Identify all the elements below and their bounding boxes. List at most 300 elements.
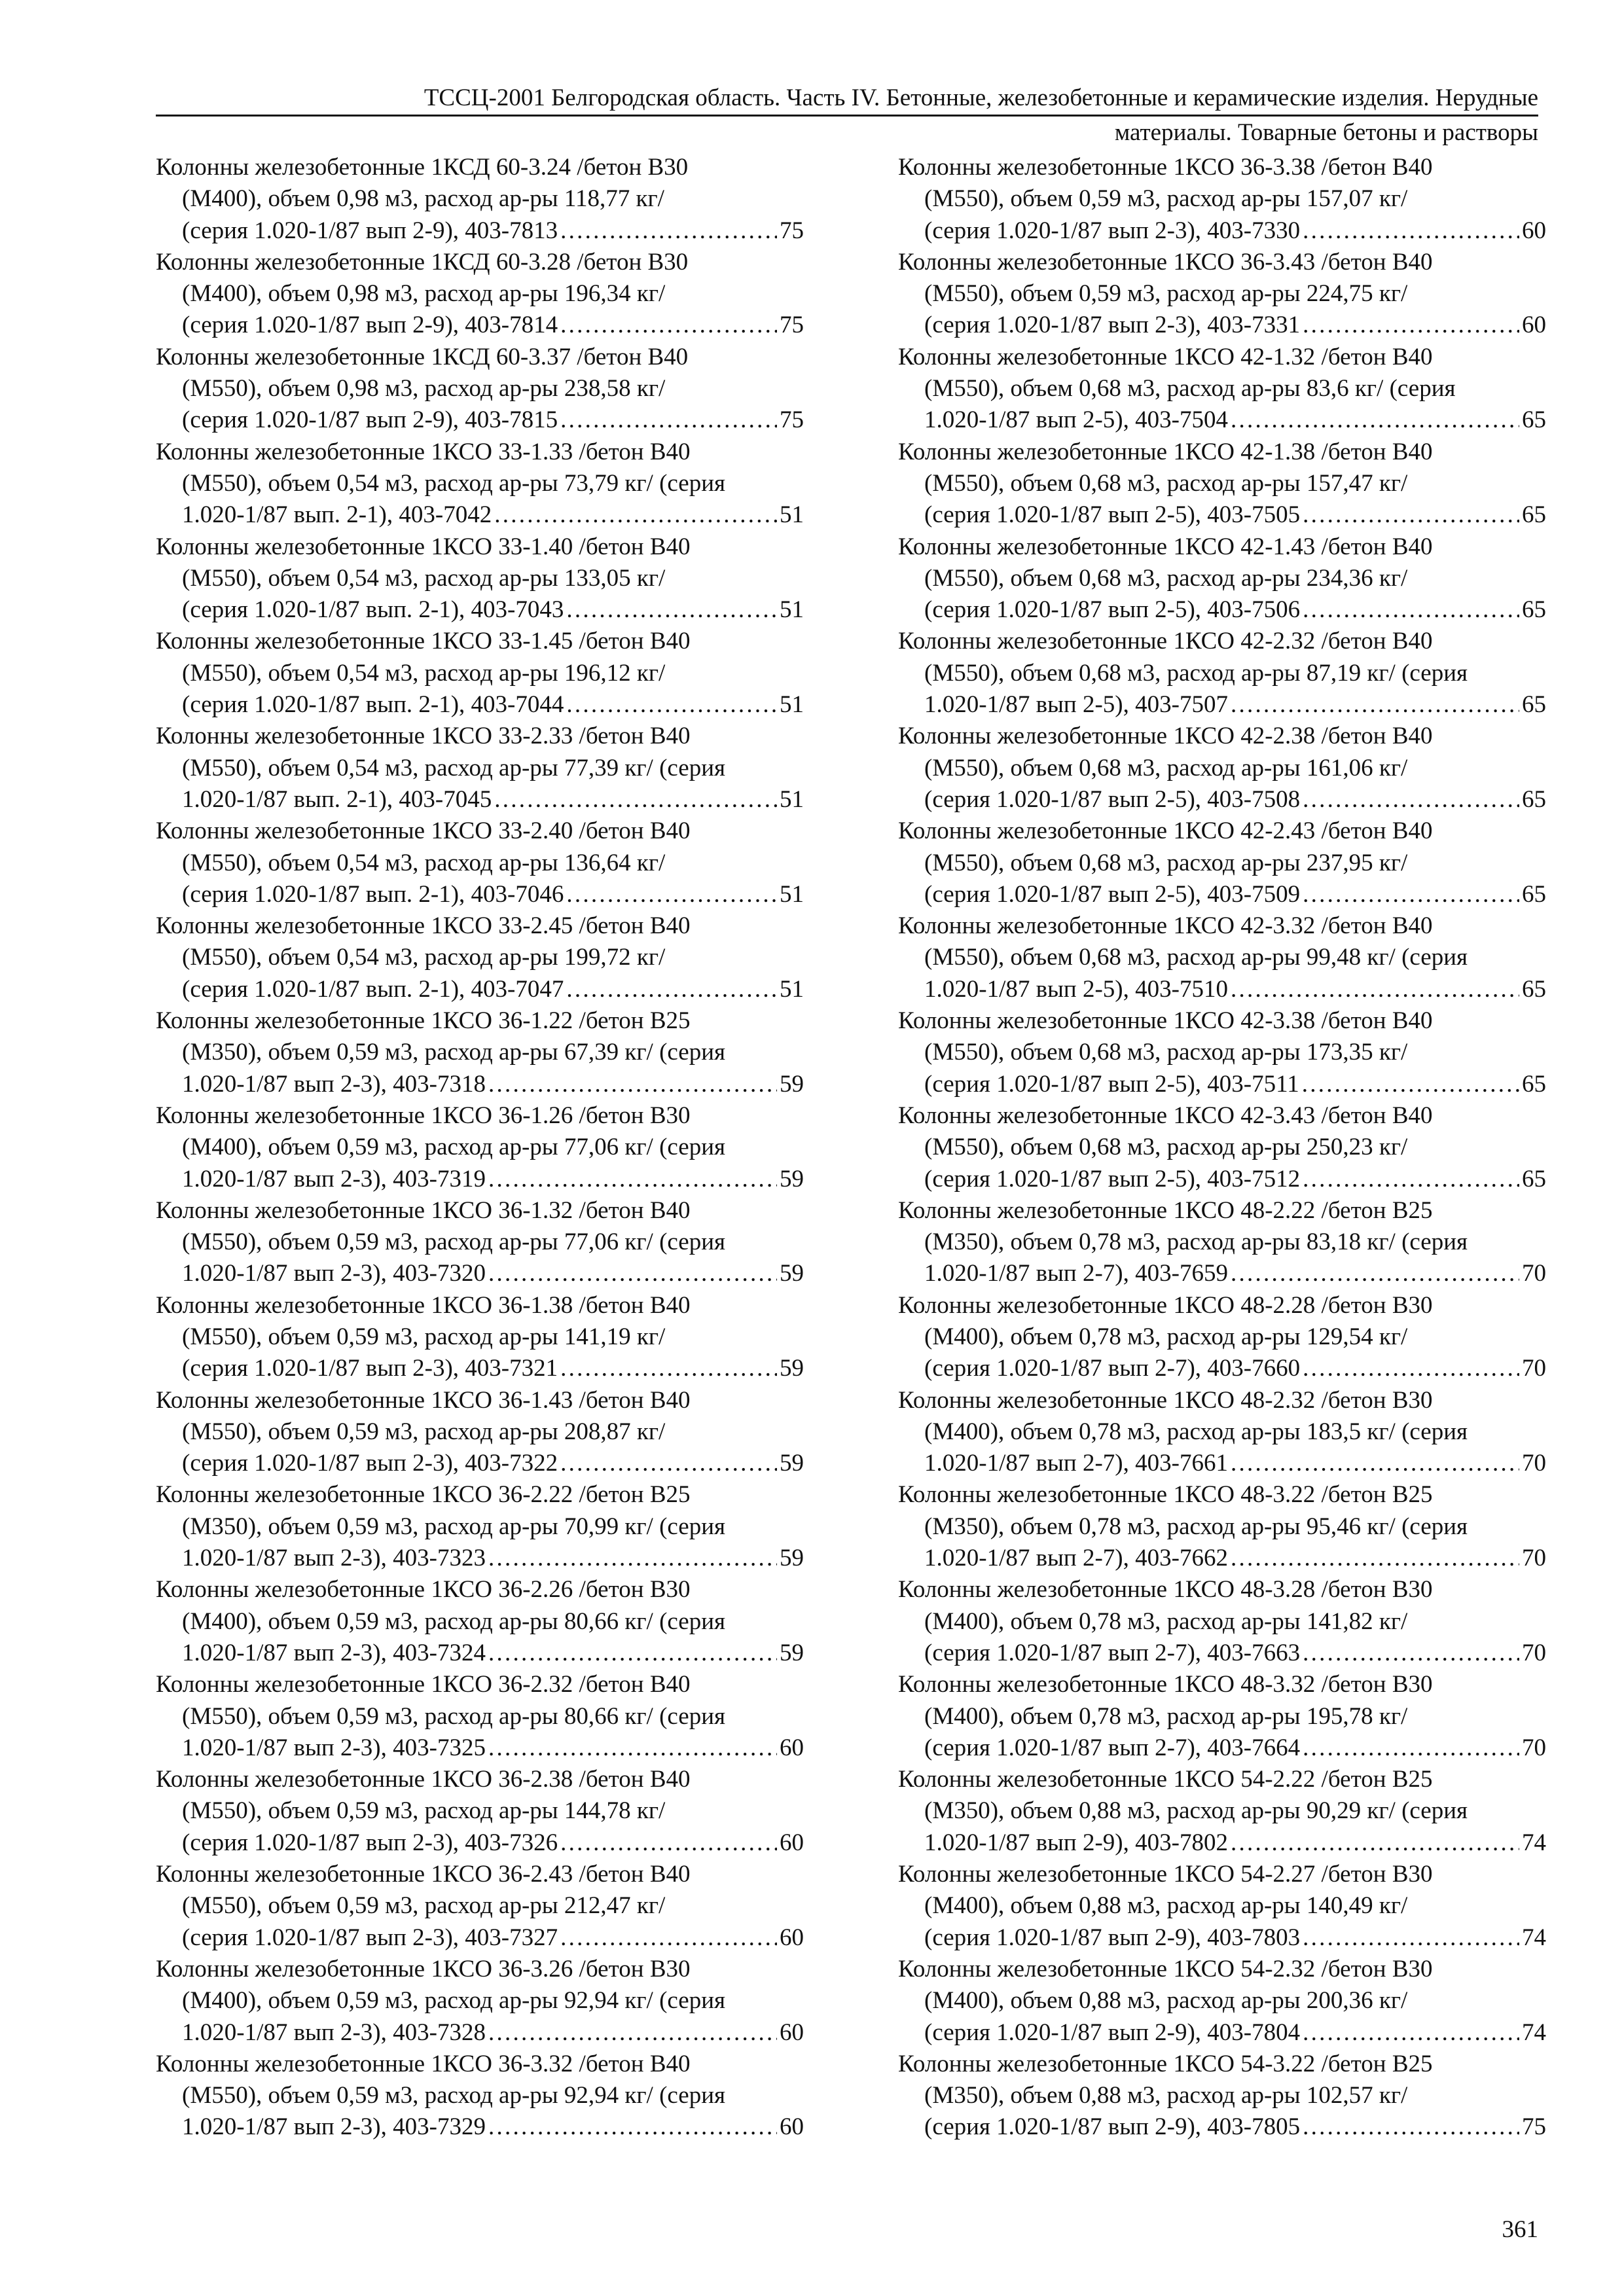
dot-leader <box>566 594 777 626</box>
index-entry-text: 1.020-1/87 вып 2-3), 403-7319 <box>182 1165 486 1193</box>
index-entry-text: Колонны железобетонные 1КСО 42-3.32 /бетон В40 <box>898 912 1433 940</box>
dot-leader <box>1303 2111 1519 2143</box>
index-entry-text: (серия 1.020-1/87 вып 2-7), 403-7660 <box>924 1355 1301 1382</box>
index-entry <box>898 152 1546 247</box>
index-entry-last-line <box>898 1258 1546 1289</box>
index-entry-text: (М550), объем 0,59 м3, расход ар-ры 144,78 кг/ <box>182 1797 666 1825</box>
index-entry-page: 65 <box>1522 406 1546 434</box>
index-entry <box>898 1574 1546 1669</box>
index-entry-text: (М550), объем 0,68 м3, расход ар-ры 87,19 кг/ (серия <box>924 659 1468 687</box>
index-entry-page: 65 <box>1522 1070 1546 1098</box>
index-entry-text: Колонны железобетонные 1КСО 33-2.33 /бетон В40 <box>156 723 691 750</box>
dot-leader <box>1303 1353 1519 1384</box>
index-entry <box>898 1669 1546 1764</box>
index-entry-text: (М400), объем 0,59 м3, расход ар-ры 77,06 кг/ (серия <box>182 1134 726 1161</box>
index-entry-text: (серия 1.020-1/87 вып 2-5), 403-7512 <box>924 1165 1301 1193</box>
index-entry-text: (серия 1.020-1/87 вып 2-5), 403-7511 <box>924 1070 1299 1098</box>
index-entry-page: 74 <box>1522 1924 1546 1951</box>
index-entry <box>898 1954 1546 2049</box>
index-entry-text: 1.020-1/87 вып 2-3), 403-7329 <box>182 2113 486 2141</box>
index-entry <box>156 2049 804 2144</box>
dot-leader <box>1303 2017 1519 2049</box>
index-entry-last-line <box>156 310 804 341</box>
index-entry-text: Колонны железобетонные 1КСО 42-2.32 /бетон В40 <box>898 628 1433 655</box>
index-entry-last-line <box>898 2111 1546 2143</box>
index-entry-text: Колонны железобетонные 1КСО 42-3.38 /бетон В40 <box>898 1007 1433 1035</box>
index-entry-last-line <box>156 1543 804 1574</box>
index-entry-text: Колонны железобетонные 1КСО 36-3.43 /бетон В40 <box>898 248 1433 276</box>
index-entry-last-line <box>898 784 1546 816</box>
index-entry-text: Колонны железобетонные 1КСО 54-2.22 /бетон В25 <box>898 1766 1433 1793</box>
index-entry-text: Колонны железобетонные 1КСО 48-2.28 /бетон В30 <box>898 1291 1433 1319</box>
index-entry-page: 70 <box>1522 1639 1546 1666</box>
index-entry-text: (М400), объем 0,78 м3, расход ар-ры 195,78 кг/ <box>924 1702 1408 1730</box>
index-entry-last-line <box>156 215 804 247</box>
index-entry-text: (М550), объем 0,68 м3, расход ар-ры 173,35 кг/ <box>924 1039 1408 1066</box>
index-entry-last-line <box>898 689 1546 721</box>
index-entry-text: (М550), объем 0,68 м3, расход ар-ры 83,6 кг/ (серия <box>924 375 1456 403</box>
index-entry-text: (М550), объем 0,68 м3, расход ар-ры 157,47 кг/ <box>924 469 1408 497</box>
index-entry-page: 59 <box>780 1355 804 1382</box>
index-column-left <box>156 152 804 2144</box>
index-entry-text: 1.020-1/87 вып 2-3), 403-7325 <box>182 1734 486 1761</box>
dot-leader <box>560 404 777 436</box>
dot-leader <box>1303 879 1519 910</box>
index-entry <box>156 1385 804 1480</box>
dot-leader <box>1303 1164 1519 1195</box>
index-entry <box>156 1764 804 1859</box>
index-entry-text: Колонны железобетонные 1КСО 48-2.22 /бетон В25 <box>898 1196 1433 1224</box>
index-entry-last-line <box>898 215 1546 247</box>
index-entry-page: 60 <box>780 1924 804 1951</box>
index-entry-text: (М400), объем 0,88 м3, расход ар-ры 200,36 кг/ <box>924 1987 1408 2015</box>
index-entry-page: 70 <box>1522 1545 1546 1572</box>
index-entry-last-line <box>156 1069 804 1100</box>
index-entry-text: (М550), объем 0,59 м3, расход ар-ры 208,87 кг/ <box>182 1418 666 1445</box>
index-entry-text: (серия 1.020-1/87 вып. 2-1), 403-7047 <box>182 975 564 1003</box>
dot-leader <box>494 784 777 816</box>
dot-leader <box>488 1638 777 1669</box>
index-entry <box>898 1005 1546 1100</box>
index-entry-text: Колонны железобетонные 1КСО 36-2.26 /бетон В30 <box>156 1576 691 1604</box>
index-entry-text: 1.020-1/87 вып 2-5), 403-7510 <box>924 975 1228 1003</box>
index-entry-text: Колонны железобетонные 1КСО 36-2.38 /бетон В40 <box>156 1766 691 1793</box>
index-entry-last-line <box>898 1638 1546 1669</box>
index-entry-text: Колонны железобетонные 1КСО 42-2.43 /бетон В40 <box>898 817 1433 845</box>
dot-leader <box>488 1069 777 1100</box>
index-entry-last-line <box>156 2111 804 2143</box>
index-entry <box>156 1859 804 1954</box>
index-entry-text: Колонны железобетонные 1КСО 48-3.28 /бетон В30 <box>898 1576 1433 1604</box>
index-entry-page: 70 <box>1522 1734 1546 1761</box>
index-entry-last-line <box>156 1732 804 1764</box>
index-entry-last-line <box>898 1353 1546 1384</box>
index-entry <box>156 816 804 910</box>
index-entry-text: (М550), объем 0,54 м3, расход ар-ры 196,12 кг/ <box>182 659 666 687</box>
index-entry-text: Колонны железобетонные 1КСО 36-1.43 /бетон В40 <box>156 1386 691 1414</box>
index-entry-last-line <box>898 879 1546 910</box>
index-entry-text: (М550), объем 0,54 м3, расход ар-ры 136,64 кг/ <box>182 849 666 876</box>
dot-leader <box>1303 1922 1519 1954</box>
index-entry-text: 1.020-1/87 вып 2-5), 403-7507 <box>924 691 1228 719</box>
index-entry-text: 1.020-1/87 вып 2-7), 403-7659 <box>924 1260 1228 1287</box>
index-entry-text: (М550), объем 0,59 м3, расход ар-ры 80,66 кг/ (серия <box>182 1702 726 1730</box>
dot-leader <box>488 1543 777 1574</box>
page-number: 361 <box>1502 2216 1538 2243</box>
dot-leader <box>1231 1448 1519 1479</box>
index-entry-page: 74 <box>1522 1829 1546 1856</box>
index-entry-last-line <box>898 1827 1546 1859</box>
index-entry-last-line <box>898 1069 1546 1100</box>
index-entry-text: (серия 1.020-1/87 вып 2-3), 403-7331 <box>924 312 1301 339</box>
index-entry-last-line <box>156 974 804 1005</box>
index-entry-last-line <box>156 594 804 626</box>
index-entry-text: (М400), объем 0,59 м3, расход ар-ры 92,94 кг/ (серия <box>182 1987 726 2015</box>
dot-leader <box>560 310 777 341</box>
index-entry-page: 74 <box>1522 2018 1546 2046</box>
index-entry-text: 1.020-1/87 вып 2-3), 403-7324 <box>182 1639 486 1666</box>
dot-leader <box>488 2111 777 2143</box>
index-entry-page: 59 <box>780 1545 804 1572</box>
running-header-line2: материалы. Товарные бетоны и растворы <box>1114 119 1538 146</box>
index-entry <box>156 1195 804 1290</box>
index-entry <box>156 626 804 721</box>
index-entry-last-line <box>898 404 1546 436</box>
index-entry <box>898 1195 1546 1290</box>
index-entry <box>898 816 1546 910</box>
index-entry-text: (серия 1.020-1/87 вып 2-5), 403-7508 <box>924 785 1301 813</box>
index-entry-page: 59 <box>780 1070 804 1098</box>
index-entry <box>898 247 1546 342</box>
index-entry-text: (М350), объем 0,59 м3, расход ар-ры 67,39 кг/ (серия <box>182 1039 726 1066</box>
index-entry-last-line <box>156 1827 804 1859</box>
index-entry <box>898 2049 1546 2144</box>
index-entry-last-line <box>156 499 804 531</box>
index-entry-text: 1.020-1/87 вып 2-7), 403-7662 <box>924 1545 1228 1572</box>
index-entry-last-line <box>898 499 1546 531</box>
index-entry <box>156 342 804 437</box>
index-entry-text: (М400), объем 0,78 м3, расход ар-ры 129,54 кг/ <box>924 1323 1408 1350</box>
index-entry-page: 51 <box>780 596 804 624</box>
index-entry-text: Колонны железобетонные 1КСО 36-1.32 /бетон В40 <box>156 1196 691 1224</box>
index-entry-text: (М350), объем 0,88 м3, расход ар-ры 102,57 кг/ <box>924 2082 1408 2109</box>
dot-leader <box>1303 499 1519 531</box>
index-entry-page: 65 <box>1522 691 1546 719</box>
index-entry-text: (М550), объем 0,54 м3, расход ар-ры 73,79 кг/ (серия <box>182 469 726 497</box>
dot-leader <box>1231 1543 1519 1574</box>
index-entry-text: Колонны железобетонные 1КСО 36-1.22 /бетон В25 <box>156 1007 691 1035</box>
index-entry-text: (серия 1.020-1/87 вып 2-3), 403-7322 <box>182 1450 558 1477</box>
dot-leader <box>488 1258 777 1289</box>
dot-leader <box>1303 1732 1519 1764</box>
index-entry <box>156 1479 804 1574</box>
index-entry-last-line <box>156 1922 804 1954</box>
index-entry-text: (серия 1.020-1/87 вып 2-7), 403-7664 <box>924 1734 1301 1761</box>
index-entry-page: 51 <box>780 501 804 529</box>
index-entry-page: 60 <box>1522 312 1546 339</box>
dot-leader <box>1303 310 1519 341</box>
index-entry-text: 1.020-1/87 вып 2-3), 403-7323 <box>182 1545 486 1572</box>
index-entry-text: (серия 1.020-1/87 вып 2-9), 403-7813 <box>182 217 558 244</box>
index-entry-page: 70 <box>1522 1260 1546 1287</box>
index-entry-page: 51 <box>780 975 804 1003</box>
index-entry-page: 65 <box>1522 1165 1546 1193</box>
index-entry <box>156 152 804 247</box>
dot-leader <box>560 1448 777 1479</box>
index-entry-text: Колонны железобетонные 1КСО 33-1.40 /бетон В40 <box>156 533 691 560</box>
dot-leader <box>1303 215 1519 247</box>
index-entry-text: (М550), объем 0,68 м3, расход ар-ры 161,06 кг/ <box>924 754 1408 781</box>
index-entry-page: 59 <box>780 1165 804 1193</box>
index-entry-text: Колонны железобетонные 1КСО 36-2.32 /бетон В40 <box>156 1671 691 1698</box>
index-entry-text: (М550), объем 0,59 м3, расход ар-ры 92,94 кг/ (серия <box>182 2082 726 2109</box>
index-entry-text: Колонны железобетонные 1КСО 33-1.33 /бетон В40 <box>156 438 691 465</box>
index-entry-page: 75 <box>780 312 804 339</box>
dot-leader <box>1302 1069 1519 1100</box>
index-entry-text: (серия 1.020-1/87 вып 2-9), 403-7804 <box>924 2018 1301 2046</box>
dot-leader <box>1231 689 1519 721</box>
index-entry-text: (М400), объем 0,59 м3, расход ар-ры 80,66 кг/ (серия <box>182 1607 726 1635</box>
index-entry-text: (серия 1.020-1/87 вып. 2-1), 403-7044 <box>182 691 564 719</box>
index-entry-page: 51 <box>780 880 804 908</box>
index-entry-last-line <box>898 2017 1546 2049</box>
index-entry <box>898 910 1546 1005</box>
dot-leader <box>1231 1258 1519 1289</box>
dot-leader <box>494 499 777 531</box>
index-entry <box>898 721 1546 816</box>
index-entry-text: Колонны железобетонные 1КСО 48-3.22 /бетон В25 <box>898 1481 1433 1509</box>
index-entry-page: 59 <box>780 1450 804 1477</box>
index-entry <box>898 1764 1546 1859</box>
index-entry-page: 75 <box>1522 2113 1546 2141</box>
index-entry <box>156 437 804 531</box>
index-entry-text: (серия 1.020-1/87 вып 2-9), 403-7805 <box>924 2113 1301 2141</box>
index-entry-text: (М550), объем 0,68 м3, расход ар-ры 250,23 кг/ <box>924 1134 1408 1161</box>
index-entry-text: (серия 1.020-1/87 вып. 2-1), 403-7043 <box>182 596 564 624</box>
index-entry-text: (М550), объем 0,59 м3, расход ар-ры 212,47 кг/ <box>182 1892 666 1920</box>
index-entry <box>898 437 1546 531</box>
index-entry-text: Колонны железобетонные 1КСД 60-3.37 /бетон В40 <box>156 343 689 370</box>
index-entry-text: Колонны железобетонные 1КСО 33-1.45 /бетон В40 <box>156 628 691 655</box>
index-entry-text: Колонны железобетонные 1КСО 54-2.27 /бетон В30 <box>898 1861 1433 1888</box>
index-entry <box>898 342 1546 437</box>
index-entry <box>156 247 804 342</box>
index-entry-text: Колонны железобетонные 1КСО 42-1.32 /бетон В40 <box>898 343 1433 370</box>
index-entry-page: 51 <box>780 691 804 719</box>
index-entry-last-line <box>156 1258 804 1289</box>
index-entry-page: 75 <box>780 406 804 434</box>
index-entry-text: 1.020-1/87 вып 2-3), 403-7328 <box>182 2018 486 2046</box>
index-entry-text: (М400), объем 0,78 м3, расход ар-ры 183,5 кг/ (серия <box>924 1418 1468 1445</box>
index-entry <box>156 1005 804 1100</box>
index-entry-last-line <box>898 1732 1546 1764</box>
index-entry-text: Колонны железобетонные 1КСО 36-1.26 /бетон В30 <box>156 1102 691 1129</box>
index-entry-text: (серия 1.020-1/87 вып 2-3), 403-7330 <box>924 217 1301 244</box>
index-entry-page: 75 <box>780 217 804 244</box>
index-entry-page: 65 <box>1522 501 1546 529</box>
dot-leader <box>566 689 777 721</box>
index-entry-text: (М350), объем 0,78 м3, расход ар-ры 95,46 кг/ (серия <box>924 1513 1468 1540</box>
index-entry-text: (М400), объем 0,98 м3, расход ар-ры 118,77 кг/ <box>182 185 664 213</box>
index-entry-text: (серия 1.020-1/87 вып 2-7), 403-7663 <box>924 1639 1301 1666</box>
index-entry <box>156 531 804 626</box>
dot-leader <box>1231 974 1519 1005</box>
index-entry-text: (серия 1.020-1/87 вып 2-3), 403-7327 <box>182 1924 558 1951</box>
index-entry <box>898 531 1546 626</box>
index-entry-text: (М400), объем 0,78 м3, расход ар-ры 141,82 кг/ <box>924 1607 1408 1635</box>
index-entry-last-line <box>156 1638 804 1669</box>
index-entry-text: Колонны железобетонные 1КСО 54-3.22 /бетон В25 <box>898 2050 1433 2077</box>
dot-leader <box>560 1922 777 1954</box>
index-entry-page: 60 <box>780 1734 804 1761</box>
index-entry-text: (М550), объем 0,68 м3, расход ар-ры 237,95 кг/ <box>924 849 1408 876</box>
index-entry-text: (серия 1.020-1/87 вып. 2-1), 403-7046 <box>182 880 564 908</box>
index-entry-text: (М550), объем 0,59 м3, расход ар-ры 141,19 кг/ <box>182 1323 666 1350</box>
index-entry-text: 1.020-1/87 вып. 2-1), 403-7042 <box>182 501 492 529</box>
index-entry-text: (М550), объем 0,54 м3, расход ар-ры 77,39 кг/ (серия <box>182 754 726 781</box>
index-entry <box>898 626 1546 721</box>
index-entry <box>898 1385 1546 1480</box>
index-entry-text: (М350), объем 0,78 м3, расход ар-ры 83,18 кг/ (серия <box>924 1229 1468 1256</box>
index-entry-text: (серия 1.020-1/87 вып 2-5), 403-7505 <box>924 501 1301 529</box>
index-entry-text: Колонны железобетонные 1КСО 48-2.32 /бетон В30 <box>898 1386 1433 1414</box>
index-entry-text: (М550), объем 0,54 м3, расход ар-ры 199,72 кг/ <box>182 944 666 971</box>
index-entry-last-line <box>156 689 804 721</box>
index-entry-last-line <box>898 974 1546 1005</box>
index-entry-page: 65 <box>1522 880 1546 908</box>
index-entry <box>156 1669 804 1764</box>
index-entry <box>156 1290 804 1385</box>
index-entry-text: Колонны железобетонные 1КСД 60-3.24 /бетон В30 <box>156 154 689 181</box>
dot-leader <box>1303 594 1519 626</box>
dot-leader <box>560 215 777 247</box>
index-entry-text: Колонны железобетонные 1КСО 54-2.32 /бетон В30 <box>898 1955 1433 1982</box>
index-entry-text: Колонны железобетонные 1КСО 48-3.32 /бетон В30 <box>898 1671 1433 1698</box>
index-entry-text: (М400), объем 0,88 м3, расход ар-ры 140,49 кг/ <box>924 1892 1408 1920</box>
dot-leader <box>560 1353 777 1384</box>
index-entry-text: 1.020-1/87 вып 2-7), 403-7661 <box>924 1450 1228 1477</box>
index-entry-text: (серия 1.020-1/87 вып 2-5), 403-7509 <box>924 880 1301 908</box>
index-entry-text: 1.020-1/87 вып 2-5), 403-7504 <box>924 406 1228 434</box>
running-header <box>156 83 1538 117</box>
dot-leader <box>488 2017 777 2049</box>
index-entry-text: (серия 1.020-1/87 вып 2-9), 403-7814 <box>182 312 558 339</box>
dot-leader <box>560 1827 777 1859</box>
index-entry-text: Колонны железобетонные 1КСО 42-2.38 /бетон В40 <box>898 723 1433 750</box>
index-entry-last-line <box>156 1164 804 1195</box>
index-entry-text: Колонны железобетонные 1КСО 36-3.38 /бетон В40 <box>898 154 1433 181</box>
dot-leader <box>566 974 777 1005</box>
index-entry-page: 70 <box>1522 1355 1546 1382</box>
index-entry-last-line <box>898 310 1546 341</box>
index-entry-text: (М550), объем 0,59 м3, расход ар-ры 157,07 кг/ <box>924 185 1408 213</box>
index-entry-text: Колонны железобетонные 1КСО 42-3.43 /бетон В40 <box>898 1102 1433 1129</box>
index-entry-text: (М350), объем 0,59 м3, расход ар-ры 70,99 кг/ (серия <box>182 1513 726 1540</box>
index-entry-text: (серия 1.020-1/87 вып 2-9), 403-7803 <box>924 1924 1301 1951</box>
index-entry-page: 65 <box>1522 975 1546 1003</box>
index-entry-text: Колонны железобетонные 1КСО 36-2.22 /бетон В25 <box>156 1481 691 1509</box>
index-entry-text: (серия 1.020-1/87 вып 2-5), 403-7506 <box>924 596 1301 624</box>
index-entry-text: Колонны железобетонные 1КСД 60-3.28 /бетон В30 <box>156 248 689 276</box>
index-entry-page: 60 <box>780 2018 804 2046</box>
index-entry-page: 59 <box>780 1639 804 1666</box>
index-entry-page: 59 <box>780 1260 804 1287</box>
dot-leader <box>488 1732 777 1764</box>
index-column-right <box>898 152 1546 2144</box>
index-entry-text: (серия 1.020-1/87 вып 2-9), 403-7815 <box>182 406 558 434</box>
index-entry-page: 60 <box>780 1829 804 1856</box>
index-entry-last-line <box>156 404 804 436</box>
index-entry-page: 60 <box>780 2113 804 2141</box>
dot-leader <box>488 1164 777 1195</box>
index-entry-text: 1.020-1/87 вып 2-9), 403-7802 <box>924 1829 1228 1856</box>
index-entry-text: (серия 1.020-1/87 вып 2-3), 403-7321 <box>182 1355 558 1382</box>
index-entry-last-line <box>898 1543 1546 1574</box>
dot-leader <box>1303 784 1519 816</box>
index-entry-text: (М550), объем 0,59 м3, расход ар-ры 224,75 кг/ <box>924 280 1408 308</box>
running-header-line1: ТССЦ-2001 Белгородская область. Часть IV. Бетонные, железобетонные и керамические изделия. Нерудные <box>424 84 1538 111</box>
index-entry <box>156 1100 804 1195</box>
index-entry-page: 65 <box>1522 596 1546 624</box>
index-entry-text: 1.020-1/87 вып 2-3), 403-7320 <box>182 1260 486 1287</box>
index-entry <box>898 1100 1546 1195</box>
index-entry-last-line <box>156 784 804 816</box>
index-entry-page: 65 <box>1522 785 1546 813</box>
index-entry-text: Колонны железобетонные 1КСО 42-1.43 /бетон В40 <box>898 533 1433 560</box>
index-entry-text: Колонны железобетонные 1КСО 33-2.40 /бетон В40 <box>156 817 691 845</box>
index-entry <box>898 1290 1546 1385</box>
index-entry-text: (М400), объем 0,98 м3, расход ар-ры 196,34 кг/ <box>182 280 666 308</box>
index-entry-text: Колонны железобетонные 1КСО 36-2.43 /бетон В40 <box>156 1861 691 1888</box>
index-entry-page: 60 <box>1522 217 1546 244</box>
index-entry-text: Колонны железобетонные 1КСО 33-2.45 /бетон В40 <box>156 912 691 940</box>
index-entry-text: (М550), объем 0,59 м3, расход ар-ры 77,06 кг/ (серия <box>182 1229 726 1256</box>
dot-leader <box>1231 404 1519 436</box>
index-entry <box>156 910 804 1005</box>
index-entry <box>156 721 804 816</box>
index-entry <box>898 1859 1546 1954</box>
index-entry <box>156 1954 804 2049</box>
index-entry <box>156 1574 804 1669</box>
dot-leader <box>1231 1827 1519 1859</box>
index-entry-text: 1.020-1/87 вып 2-3), 403-7318 <box>182 1070 486 1098</box>
index-entry-last-line <box>898 1448 1546 1479</box>
dot-leader <box>1303 1638 1519 1669</box>
index-entry-last-line <box>156 1353 804 1384</box>
index-entry <box>898 1479 1546 1574</box>
index-entry-text: (М550), объем 0,68 м3, расход ар-ры 234,36 кг/ <box>924 564 1408 592</box>
index-entry-page: 70 <box>1522 1450 1546 1477</box>
index-entry-text: Колонны железобетонные 1КСО 36-3.32 /бетон В40 <box>156 2050 691 2077</box>
index-entry-last-line <box>898 1164 1546 1195</box>
dot-leader <box>566 879 777 910</box>
index-entry-text: Колонны железобетонные 1КСО 42-1.38 /бетон В40 <box>898 438 1433 465</box>
index-entry-last-line <box>156 2017 804 2049</box>
index-entry-text: (М350), объем 0,88 м3, расход ар-ры 90,29 кг/ (серия <box>924 1797 1468 1825</box>
index-entry-last-line <box>156 1448 804 1479</box>
index-entry-text: 1.020-1/87 вып. 2-1), 403-7045 <box>182 785 492 813</box>
index-entry-page: 51 <box>780 785 804 813</box>
index-entry-text: Колонны железобетонные 1КСО 36-3.26 /бетон В30 <box>156 1955 691 1982</box>
index-entry-text: (М550), объем 0,54 м3, расход ар-ры 133,05 кг/ <box>182 564 666 592</box>
index-entry-last-line <box>156 879 804 910</box>
index-entry-last-line <box>898 594 1546 626</box>
index-entry-last-line <box>898 1922 1546 1954</box>
index-entry-text: (М550), объем 0,68 м3, расход ар-ры 99,48 кг/ (серия <box>924 944 1468 971</box>
index-entry-text: Колонны железобетонные 1КСО 36-1.38 /бетон В40 <box>156 1291 691 1319</box>
index-entry-text: (М550), объем 0,98 м3, расход ар-ры 238,58 кг/ <box>182 375 666 403</box>
index-entry-text: (серия 1.020-1/87 вып 2-3), 403-7326 <box>182 1829 558 1856</box>
